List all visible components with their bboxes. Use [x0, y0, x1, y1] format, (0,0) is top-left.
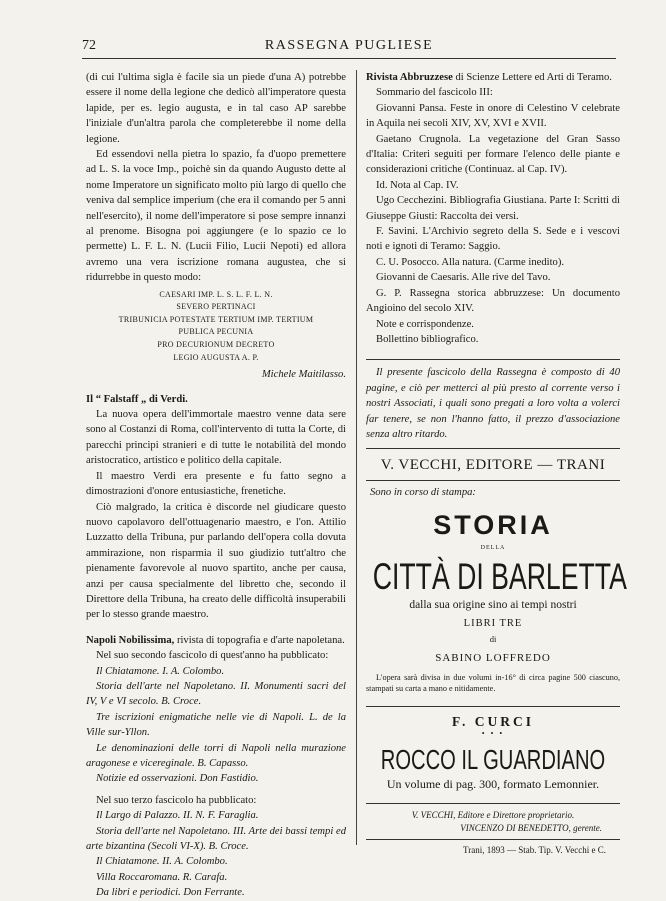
- list-item: Il Largo di Palazzo. II. N. F. Faraglia.: [96, 810, 259, 822]
- section-heading: [86, 633, 346, 648]
- paragraph: (di cui l'ultima sigla è facile sia un piede d'una A) potrebbe essere il nome della legione che dedicò all'imperatore questa lapide, per es. legio augusta, e in tal caso AP sarebbe l'iniziale d'un'altra parola che completerebbe il nome della legione.: [86, 72, 346, 145]
- inscription-line: TRIBUNICIA POTESTATE TERTIUM IMP. TERTIUM: [118, 314, 314, 324]
- inscription-line: LEGIO AUGUSTA A. P.: [173, 352, 259, 362]
- publisher-heading: V. VECCHI, EDITORE — TRANI: [366, 449, 620, 480]
- inscription-block: [86, 289, 346, 365]
- gerente-line: VINCENZO DI BENEDETTO, gerente.: [460, 823, 602, 833]
- inscription-line: PUBLICA PECUNIA: [178, 327, 254, 337]
- ornament: • • •: [481, 728, 505, 738]
- column-divider: [356, 70, 357, 845]
- book-description: L'opera sarà divisa in due volumi in-16° di circa pagine 500 ciascuno, stampati su carta a mano e nitidamente.: [366, 673, 620, 694]
- list-item: Id. Nota al Cap. IV.: [376, 179, 459, 191]
- list-item: Note e corrispondenze.: [376, 318, 474, 330]
- book-author: SABINO LOFFREDO: [435, 651, 551, 664]
- running-header: [82, 38, 616, 59]
- paragraph: Nel suo secondo fascicolo di quest'anno ha pubblicato:: [96, 650, 329, 662]
- paragraph: Il maestro Verdi era presente e fu fatto segno a dimostrazioni d'onore entusiastiche, frenetiche.: [86, 470, 346, 498]
- list-item: Storia dell'arte nel Napoletano. III. Arte dei bassi tempi ed arte bizantina (Secoli VI-X). B. Croce.: [86, 825, 346, 853]
- list-item: Giovanni de Caesaris. Alle rive del Tavo.: [376, 272, 551, 284]
- printer-line: Trani, 1893 — Stab. Tip. V. Vecchi e C.: [366, 839, 620, 857]
- second-author: F. CURCI: [366, 706, 620, 729]
- book-subtitle: dalla sua origine sino ai tempi nostri: [409, 598, 577, 611]
- paragraph: Nel suo terzo fascicolo ha pubblicato:: [96, 794, 257, 806]
- list-item: Notizie ed osservazioni. Don Fastidio.: [96, 773, 259, 785]
- list-item: Gaetano Crugnola. La vegetazione del Gran Sasso d'Italia: Criteri seguiti per formare l'elenco delle piante e considerazioni critiche (Continuaz. al Cap. IV).: [366, 133, 620, 176]
- page-number: 72: [82, 38, 96, 53]
- list-item: Da libri e periodici. Don Ferrante.: [96, 887, 245, 899]
- in-press-label: Sono in corso di stampa:: [370, 486, 476, 498]
- owner-line: V. VECCHI, Editore e Direttore proprietario.: [411, 810, 575, 820]
- list-item: G. P. Rassegna storica abbruzzese: Un documento Angioino del secolo XIV.: [366, 287, 620, 315]
- list-item: F. Savini. L'Archivio segreto della S. Sede e i vescovi noti e ignoti di Teramo: Saggio.: [366, 226, 620, 253]
- napoli-title: Napoli Nobilissima,: [86, 634, 175, 646]
- list-item: Villa Roccaromana. R. Carafa.: [96, 871, 228, 883]
- inscription-line: SEVERO PERTINACI: [176, 302, 256, 312]
- author-signature: Michele Maitilasso.: [261, 369, 346, 381]
- list-item: Le denominazioni delle torri di Napoli nella murazione aragonese e vicereginale. B. Capasso.: [86, 742, 346, 769]
- book-by: di: [489, 634, 497, 645]
- inscription-line: PRO DECURIONUM DECRETO: [157, 340, 275, 350]
- book-volumes: LIBRI TRE: [463, 617, 523, 629]
- paragraph: La nuova opera dell'immortale maestro venne data sere sono al Costanzi di Roma, coll'intervento di tutta la Corte, di parecchi principi stranieri e di tutte le notabilità del mondo aristocratico, artistico e politico della capitale.: [86, 409, 346, 467]
- section-heading: Il “ Falstaff „ di Verdi.: [86, 393, 188, 405]
- colophon: [366, 803, 620, 857]
- second-book-format: Un volume di pag. 300, formato Lemonnier.: [386, 776, 600, 791]
- left-column: [86, 70, 346, 901]
- book-title-citta: CITTÀ DI BARLETTA: [372, 555, 627, 597]
- right-column: [366, 70, 627, 857]
- rivista-title: Rivista Abbruzzese: [366, 72, 453, 83]
- list-item: Ugo Cecchezini. Bibliografia Giustiana. Parte I: Scritti di Giuseppe Giusti: Raccolta dei versi.: [366, 195, 620, 222]
- notice-paragraph: Il presente fascicolo della Rassegna è composto di 40 pagine, e ciò per metterci al più presto al corrente verso i nostri Associati, i quali sono pregati a loro volta a volerci far tenere, se non l'hanno fatto, il prezzo d'associazione senza altro ritardo.: [366, 359, 620, 449]
- journal-title: RASSEGNA PUGLIESE: [264, 38, 434, 53]
- section-heading: [366, 70, 620, 85]
- inscription-line: CAESARI IMP. L. S. L. F. L. N.: [159, 289, 273, 299]
- list-item: Bollettino bibliografico.: [376, 333, 479, 345]
- list-item: C. U. Posocco. Alla natura. (Carme inedito).: [376, 256, 564, 268]
- list-item: Giovanni Pansa. Feste in onore di Celestino V celebrate in Aquila nei secoli XIV, XV, XVI e XVII.: [366, 102, 620, 130]
- paragraph: Ciò malgrado, la critica è discorde nel giudicare questo nuovo capolavoro dell'ottuagenario maestro, e l'on. Attilio Luzzatto della Tribuna, pur parlando dell'opera colla dovuta ammirazione, non risparmia il suo giudizio tutt'altro che pienamente favorevole al nuovo spartito, anche per causa, anzi per causa specialmente del libretto che, secondo il Direttore della Tribuna, ha creato delle difficoltà insuperabili per lo stesso grande maestro.: [86, 501, 346, 621]
- advertisement: [366, 449, 627, 792]
- list-item: Tre iscrizioni enigmatiche nelle vie di Napoli. L. de la Ville sur-Yllon.: [86, 711, 346, 739]
- paragraph: Ed essendovi nella pietra lo spazio, fa d'uopo premettere ad L. S. la voce Imp., poichè sin da quando Augusto dette al nome Imperatore un significato molto più largo di quello che veniva dal semplice imperium (che era il comando per 5 anni nell'esercito), il nome dell'imperatore si pose sempre innanzi al prenome. Bisogna poi aggiungere (e lo spazio ce lo permette) L. F. L. N. (Lucii Filio, Lucii Nepoti) ed allora avremo una vera iscrizione romana augustea, che si ridurrebbe in questo modo:: [86, 149, 346, 284]
- book-title-della: DELLA: [480, 545, 506, 552]
- rivista-description: di Scienze Lettere ed Arti di Teramo.: [452, 72, 612, 83]
- list-item: Storia dell'arte nel Napoletano. II. Monumenti sacri del IV, V e VI secolo. B. Croce.: [86, 680, 346, 708]
- second-book-title: ROCCO IL GUARDIANO: [380, 743, 606, 775]
- napoli-description: rivista di topografia e d'arte napoletana.: [174, 634, 345, 646]
- book-title-storia: STORIA: [433, 510, 553, 541]
- paragraph: Sommario del fascicolo III:: [376, 87, 493, 99]
- list-item: Il Chiatamone. II. A. Colombo.: [96, 856, 228, 868]
- list-item: Il Chiatamone. I. A. Colombo.: [96, 665, 225, 677]
